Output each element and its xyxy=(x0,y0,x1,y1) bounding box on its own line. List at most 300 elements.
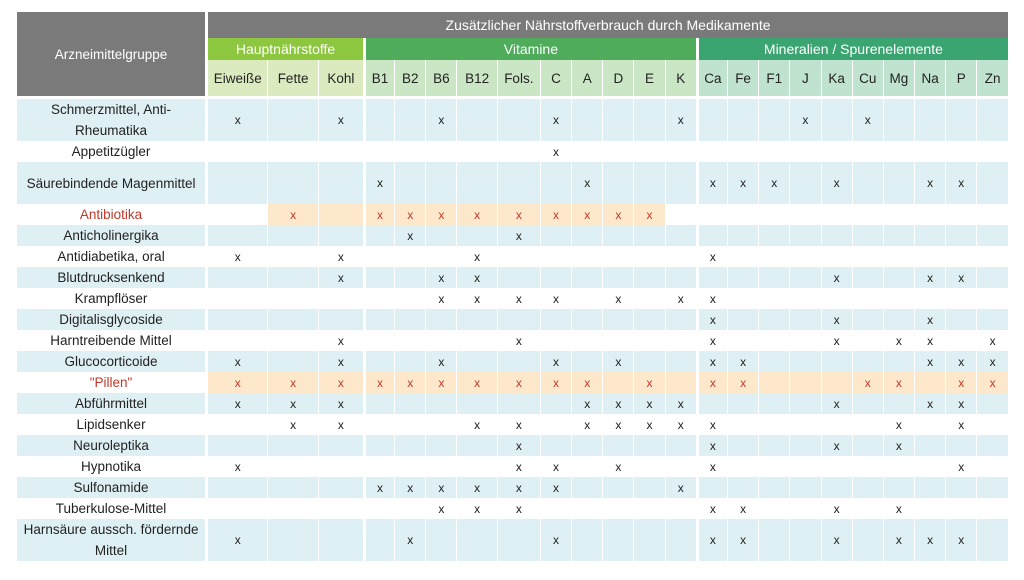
column-header-j: J xyxy=(789,60,820,99)
cell-na xyxy=(914,435,945,456)
cell-d: x xyxy=(602,456,633,477)
cell-c: x xyxy=(540,288,571,309)
cell-cu xyxy=(852,162,883,204)
cell-f1 xyxy=(758,204,789,225)
cell-ka xyxy=(821,141,852,162)
cell-b2: x xyxy=(394,204,425,225)
cell-ka xyxy=(821,288,852,309)
cell-na xyxy=(914,246,945,267)
cell-ka xyxy=(821,414,852,435)
row-label: Anticholinergika xyxy=(17,225,205,246)
cell-b2 xyxy=(394,246,425,267)
cell-a xyxy=(571,267,602,288)
table-row xyxy=(17,414,1008,435)
cell-a xyxy=(571,519,602,561)
cell-d xyxy=(602,309,633,330)
row-label: Antidiabetika, oral xyxy=(17,246,205,267)
column-header-e: E xyxy=(633,60,664,99)
cell-b12 xyxy=(456,99,496,141)
cell-k xyxy=(665,435,696,456)
cell-zn xyxy=(976,309,1008,330)
cell-kohl xyxy=(318,141,363,162)
cell-a: x xyxy=(571,204,602,225)
column-header-b12: B12 xyxy=(456,60,496,99)
cell-j xyxy=(789,498,820,519)
cell-ka xyxy=(821,477,852,498)
cell-f1 xyxy=(758,141,789,162)
cell-k xyxy=(665,330,696,351)
cell-b2 xyxy=(394,351,425,372)
cell-b6 xyxy=(425,309,456,330)
cell-b6 xyxy=(425,162,456,204)
column-header-fette: Fette xyxy=(267,60,317,99)
cell-b12: x xyxy=(456,288,496,309)
row-label: Harnsäure aussch. fördernde Mittel xyxy=(17,519,205,561)
row-label: Antibiotika xyxy=(17,204,205,225)
row-label: Lipidsenker xyxy=(17,414,205,435)
cell-ca: x xyxy=(696,498,727,519)
row-label: Harntreibende Mittel xyxy=(17,330,205,351)
cell-k xyxy=(665,141,696,162)
cell-eiweiße xyxy=(205,141,267,162)
cell-fols xyxy=(497,267,540,288)
cell-fols: x xyxy=(497,330,540,351)
cell-c xyxy=(540,498,571,519)
cell-kohl xyxy=(318,162,363,204)
row-label: Digitalisglycoside xyxy=(17,309,205,330)
cell-cu xyxy=(852,246,883,267)
cell-d: x xyxy=(602,204,633,225)
cell-e xyxy=(633,330,664,351)
cell-ca: x xyxy=(696,162,727,204)
cell-d xyxy=(602,519,633,561)
cell-fette xyxy=(267,498,317,519)
cell-k: x xyxy=(665,477,696,498)
cell-ca xyxy=(696,141,727,162)
cell-b6: x xyxy=(425,99,456,141)
cell-mg xyxy=(883,477,914,498)
cell-b12 xyxy=(456,435,496,456)
cell-p xyxy=(945,330,976,351)
cell-e xyxy=(633,246,664,267)
cell-ka xyxy=(821,351,852,372)
cell-fette: x xyxy=(267,393,317,414)
cell-kohl: x xyxy=(318,414,363,435)
cell-fette xyxy=(267,519,317,561)
cell-ca xyxy=(696,204,727,225)
cell-ca: x xyxy=(696,372,727,393)
cell-fette xyxy=(267,309,317,330)
cell-mg xyxy=(883,246,914,267)
cell-d: x xyxy=(602,351,633,372)
table-row xyxy=(17,288,1008,309)
cell-f1 xyxy=(758,225,789,246)
cell-b6 xyxy=(425,435,456,456)
cell-e xyxy=(633,267,664,288)
cell-p: x xyxy=(945,267,976,288)
cell-ca xyxy=(696,225,727,246)
cell-p: x xyxy=(945,372,976,393)
cell-eiweiße xyxy=(205,435,267,456)
cell-f1 xyxy=(758,498,789,519)
column-header-p: P xyxy=(945,60,976,99)
cell-b1 xyxy=(363,267,394,288)
cell-e: x xyxy=(633,372,664,393)
cell-cu xyxy=(852,477,883,498)
cell-a xyxy=(571,456,602,477)
cell-j xyxy=(789,309,820,330)
cell-c: x xyxy=(540,141,571,162)
cell-kohl: x xyxy=(318,393,363,414)
cell-j xyxy=(789,204,820,225)
cell-b1: x xyxy=(363,204,394,225)
cell-zn: x xyxy=(976,330,1008,351)
cell-eiweiße xyxy=(205,330,267,351)
cell-c: x xyxy=(540,204,571,225)
table-row xyxy=(17,351,1008,372)
table-row xyxy=(17,225,1008,246)
cell-e xyxy=(633,477,664,498)
cell-d xyxy=(602,477,633,498)
cell-c xyxy=(540,225,571,246)
group-header-mineralien-spurenelemente: Mineralien / Spurenelemente xyxy=(696,38,1008,60)
cell-na xyxy=(914,372,945,393)
table-row xyxy=(17,246,1008,267)
cell-c xyxy=(540,414,571,435)
cell-k xyxy=(665,372,696,393)
cell-b2 xyxy=(394,99,425,141)
cell-kohl xyxy=(318,204,363,225)
cell-b12 xyxy=(456,351,496,372)
table-row xyxy=(17,204,1008,225)
cell-e xyxy=(633,309,664,330)
cell-f1 xyxy=(758,456,789,477)
cell-b2: x xyxy=(394,519,425,561)
cell-fette xyxy=(267,435,317,456)
cell-cu xyxy=(852,435,883,456)
cell-b12 xyxy=(456,456,496,477)
cell-b6 xyxy=(425,246,456,267)
cell-fette xyxy=(267,225,317,246)
cell-f1 xyxy=(758,246,789,267)
cell-fols xyxy=(497,246,540,267)
cell-na xyxy=(914,477,945,498)
cell-fette xyxy=(267,456,317,477)
cell-f1 xyxy=(758,435,789,456)
cell-kohl: x xyxy=(318,246,363,267)
cell-mg: x xyxy=(883,372,914,393)
cell-fette: x xyxy=(267,204,317,225)
cell-na: x xyxy=(914,309,945,330)
cell-fette xyxy=(267,351,317,372)
row-label: Appetitzügler xyxy=(17,141,205,162)
cell-zn xyxy=(976,435,1008,456)
column-header-f1: F1 xyxy=(758,60,789,99)
table-row xyxy=(17,498,1008,519)
cell-b1 xyxy=(363,309,394,330)
cell-na: x xyxy=(914,519,945,561)
group-header-hauptnährstoffe: Hauptnährstoffe xyxy=(205,38,363,60)
cell-k xyxy=(665,204,696,225)
cell-b1 xyxy=(363,330,394,351)
cell-f1 xyxy=(758,351,789,372)
cell-f1 xyxy=(758,309,789,330)
row-label: Krampflöser xyxy=(17,288,205,309)
cell-d xyxy=(602,435,633,456)
cell-b2 xyxy=(394,162,425,204)
cell-p xyxy=(945,477,976,498)
cell-b1 xyxy=(363,351,394,372)
cell-e: x xyxy=(633,393,664,414)
cell-b1 xyxy=(363,225,394,246)
cell-fette xyxy=(267,99,317,141)
cell-a xyxy=(571,351,602,372)
cell-kohl: x xyxy=(318,372,363,393)
column-header-cu: Cu xyxy=(852,60,883,99)
row-label: Abführmittel xyxy=(17,393,205,414)
cell-fette xyxy=(267,246,317,267)
cell-ka: x xyxy=(821,519,852,561)
column-header-fols: Fols. xyxy=(497,60,540,99)
cell-cu xyxy=(852,330,883,351)
cell-b1: x xyxy=(363,477,394,498)
cell-ca: x xyxy=(696,351,727,372)
cell-na xyxy=(914,288,945,309)
cell-a: x xyxy=(571,162,602,204)
column-header-mg: Mg xyxy=(883,60,914,99)
cell-eiweiße xyxy=(205,162,267,204)
cell-c xyxy=(540,162,571,204)
cell-fols: x xyxy=(497,435,540,456)
cell-fols xyxy=(497,351,540,372)
row-label: Säurebindende Magenmittel xyxy=(17,162,205,204)
cell-a xyxy=(571,435,602,456)
cell-b2 xyxy=(394,456,425,477)
cell-ka xyxy=(821,99,852,141)
cell-zn xyxy=(976,414,1008,435)
cell-fols: x xyxy=(497,288,540,309)
row-label: "Pillen" xyxy=(17,372,205,393)
cell-kohl: x xyxy=(318,99,363,141)
cell-na xyxy=(914,498,945,519)
cell-b12: x xyxy=(456,246,496,267)
cell-mg xyxy=(883,99,914,141)
table-row xyxy=(17,99,1008,141)
cell-ka: x xyxy=(821,393,852,414)
cell-kohl xyxy=(318,498,363,519)
cell-fols: x xyxy=(497,477,540,498)
cell-b12 xyxy=(456,519,496,561)
cell-zn xyxy=(976,99,1008,141)
table-row xyxy=(17,141,1008,162)
cell-e xyxy=(633,435,664,456)
cell-b1: x xyxy=(363,162,394,204)
cell-d xyxy=(602,141,633,162)
cell-ca xyxy=(696,477,727,498)
cell-d xyxy=(602,225,633,246)
cell-d: x xyxy=(602,393,633,414)
table-row xyxy=(17,435,1008,456)
cell-d xyxy=(602,372,633,393)
cell-b6 xyxy=(425,141,456,162)
cell-fette xyxy=(267,288,317,309)
cell-j xyxy=(789,414,820,435)
cell-zn xyxy=(976,498,1008,519)
cell-cu xyxy=(852,288,883,309)
cell-fette xyxy=(267,477,317,498)
table-row xyxy=(17,519,1008,561)
cell-mg xyxy=(883,456,914,477)
cell-fette: x xyxy=(267,372,317,393)
cell-b6 xyxy=(425,414,456,435)
cell-cu xyxy=(852,414,883,435)
cell-zn xyxy=(976,246,1008,267)
row-label: Blutdrucksenkend xyxy=(17,267,205,288)
cell-d xyxy=(602,330,633,351)
cell-j xyxy=(789,456,820,477)
cell-f1: x xyxy=(758,162,789,204)
row-label: Tuberkulose-Mittel xyxy=(17,498,205,519)
cell-b2 xyxy=(394,393,425,414)
row-label: Glucocorticoide xyxy=(17,351,205,372)
cell-d xyxy=(602,246,633,267)
cell-b2 xyxy=(394,498,425,519)
table-row xyxy=(17,162,1008,204)
cell-p: x xyxy=(945,393,976,414)
cell-fols: x xyxy=(497,225,540,246)
cell-k: x xyxy=(665,99,696,141)
cell-b1 xyxy=(363,414,394,435)
cell-zn: x xyxy=(976,351,1008,372)
cell-f1 xyxy=(758,330,789,351)
cell-kohl xyxy=(318,477,363,498)
column-header-b2: B2 xyxy=(394,60,425,99)
cell-eiweiße xyxy=(205,498,267,519)
cell-cu xyxy=(852,204,883,225)
cell-j xyxy=(789,393,820,414)
cell-c: x xyxy=(540,372,571,393)
cell-e xyxy=(633,519,664,561)
cell-a xyxy=(571,498,602,519)
cell-eiweiße: x xyxy=(205,246,267,267)
cell-j xyxy=(789,162,820,204)
cell-eiweiße xyxy=(205,288,267,309)
cell-b1 xyxy=(363,498,394,519)
cell-b6: x xyxy=(425,267,456,288)
cell-a xyxy=(571,330,602,351)
cell-b2 xyxy=(394,141,425,162)
cell-ka xyxy=(821,225,852,246)
cell-k xyxy=(665,225,696,246)
cell-ka xyxy=(821,246,852,267)
cell-b2 xyxy=(394,330,425,351)
cell-zn xyxy=(976,162,1008,204)
row-label: Sulfonamide xyxy=(17,477,205,498)
cell-d: x xyxy=(602,414,633,435)
cell-mg xyxy=(883,225,914,246)
column-header-na: Na xyxy=(914,60,945,99)
cell-j: x xyxy=(789,99,820,141)
cell-ca: x xyxy=(696,309,727,330)
cell-kohl xyxy=(318,288,363,309)
cell-b2 xyxy=(394,267,425,288)
cell-cu xyxy=(852,309,883,330)
cell-eiweiße: x xyxy=(205,99,267,141)
table-row xyxy=(17,456,1008,477)
cell-fols: x xyxy=(497,498,540,519)
cell-k xyxy=(665,246,696,267)
cell-e xyxy=(633,99,664,141)
cell-k xyxy=(665,351,696,372)
cell-cu xyxy=(852,519,883,561)
cell-j xyxy=(789,372,820,393)
cell-b6 xyxy=(425,225,456,246)
cell-fe xyxy=(727,456,758,477)
table-row xyxy=(17,309,1008,330)
cell-p xyxy=(945,309,976,330)
cell-fe xyxy=(727,414,758,435)
cell-ca: x xyxy=(696,330,727,351)
cell-b12 xyxy=(456,162,496,204)
cell-mg: x xyxy=(883,414,914,435)
cell-kohl: x xyxy=(318,267,363,288)
cell-eiweiße: x xyxy=(205,372,267,393)
cell-fe xyxy=(727,204,758,225)
cell-fe xyxy=(727,141,758,162)
cell-p xyxy=(945,141,976,162)
cell-b2 xyxy=(394,414,425,435)
cell-j xyxy=(789,267,820,288)
cell-c: x xyxy=(540,456,571,477)
cell-k: x xyxy=(665,288,696,309)
cell-p: x xyxy=(945,351,976,372)
cell-e xyxy=(633,141,664,162)
cell-e xyxy=(633,456,664,477)
cell-mg xyxy=(883,204,914,225)
cell-p: x xyxy=(945,162,976,204)
cell-b6: x xyxy=(425,477,456,498)
cell-cu xyxy=(852,225,883,246)
cell-c xyxy=(540,330,571,351)
cell-d: x xyxy=(602,288,633,309)
cell-j xyxy=(789,351,820,372)
cell-b2: x xyxy=(394,372,425,393)
cell-k xyxy=(665,162,696,204)
table-title: Zusätzlicher Nährstoffverbrauch durch Medikamente xyxy=(205,12,1008,38)
row-label: Hypnotika xyxy=(17,456,205,477)
cell-b1 xyxy=(363,288,394,309)
cell-ka: x xyxy=(821,162,852,204)
cell-mg: x xyxy=(883,330,914,351)
cell-b6 xyxy=(425,456,456,477)
cell-fe xyxy=(727,288,758,309)
cell-b2: x xyxy=(394,225,425,246)
cell-f1 xyxy=(758,288,789,309)
cell-j xyxy=(789,288,820,309)
cell-d xyxy=(602,498,633,519)
cell-kohl xyxy=(318,519,363,561)
cell-na xyxy=(914,99,945,141)
cell-cu xyxy=(852,267,883,288)
cell-ca: x xyxy=(696,456,727,477)
cell-c: x xyxy=(540,477,571,498)
cell-eiweiße: x xyxy=(205,519,267,561)
cell-fols: x xyxy=(497,204,540,225)
cell-f1 xyxy=(758,519,789,561)
cell-p xyxy=(945,204,976,225)
column-header-b1: B1 xyxy=(363,60,394,99)
cell-p: x xyxy=(945,456,976,477)
